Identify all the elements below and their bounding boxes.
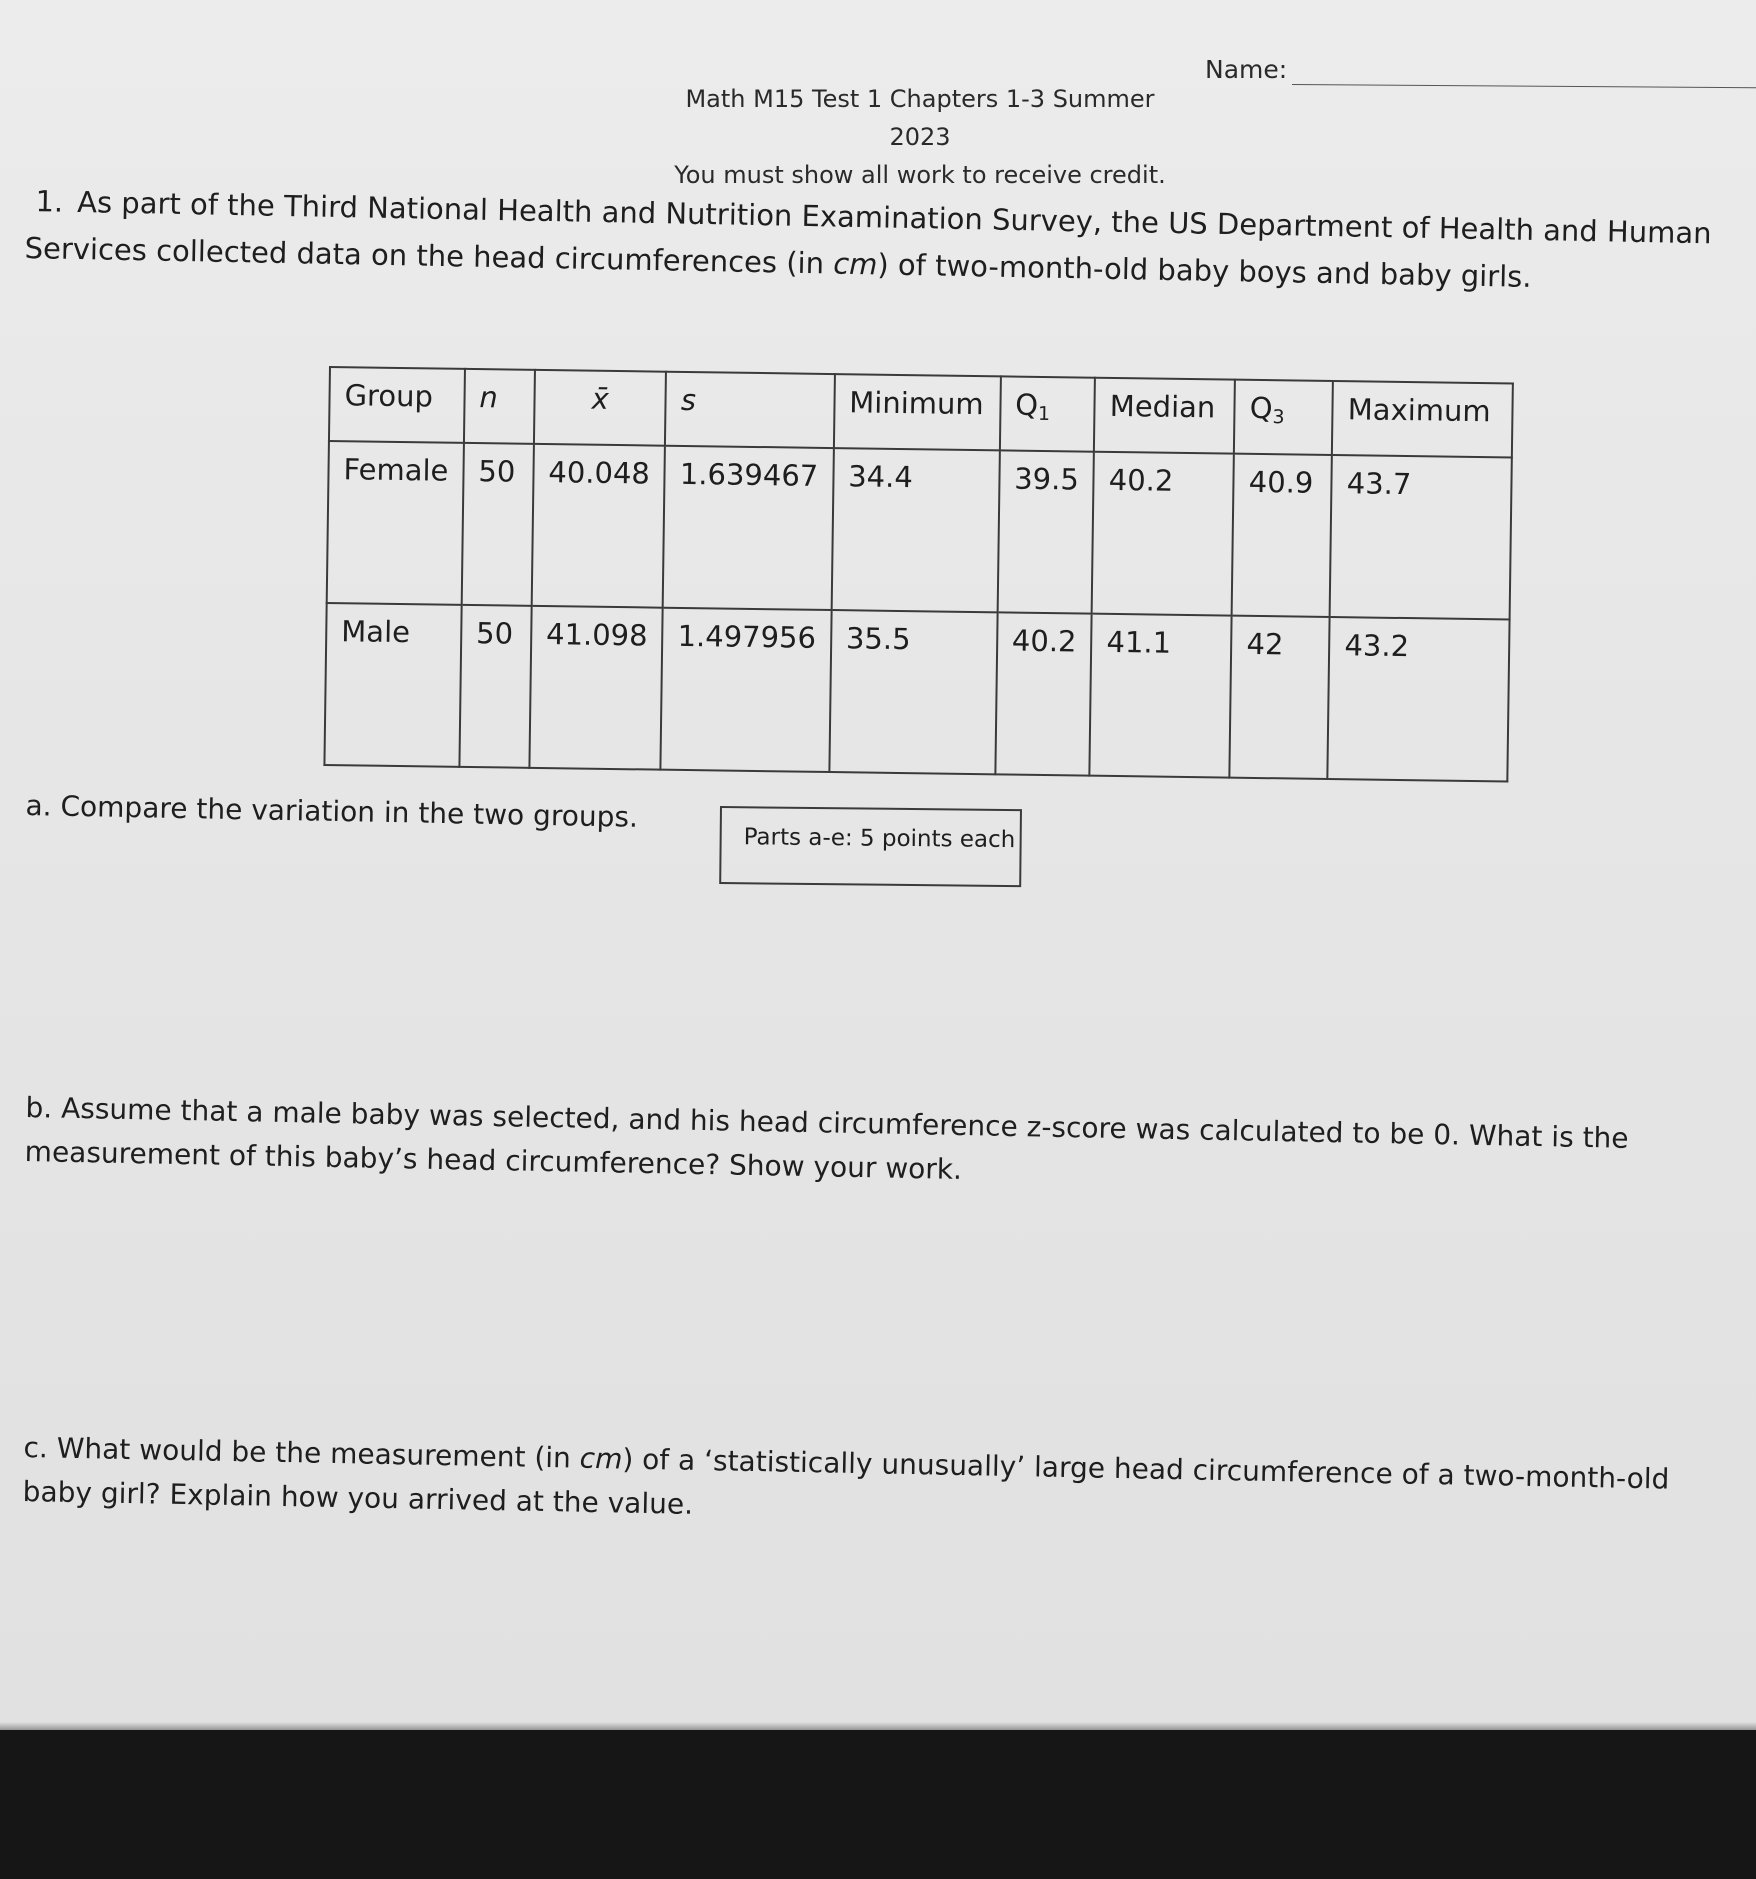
header-q3 xyxy=(1234,380,1333,455)
header-maximum: Maximum xyxy=(1332,381,1513,458)
cell-n: 50 xyxy=(459,605,531,768)
header-instruction: You must show all work to receive credit. xyxy=(674,161,1166,189)
points-note-box xyxy=(719,806,1022,887)
cell-maximum: 43.2 xyxy=(1328,617,1510,781)
cell-maximum: 43.7 xyxy=(1330,455,1512,619)
table-row-male xyxy=(324,603,1509,782)
header-std-dev: s xyxy=(665,372,834,448)
summary-table-wrapper xyxy=(323,366,1514,783)
header-median: Median xyxy=(1094,378,1235,454)
header-n: n xyxy=(464,369,535,444)
cell-minimum: 35.5 xyxy=(829,610,997,774)
cell-group: Male xyxy=(324,603,461,767)
part-c-text-part1: c. What would be the measurement (in xyxy=(23,1430,581,1475)
cell-std-dev: 1.497956 xyxy=(661,608,832,772)
question-number: 1. xyxy=(35,184,64,219)
cell-q3: 42 xyxy=(1230,616,1330,779)
test-header xyxy=(660,80,1180,194)
question-text-part1: As part of the Third National Health and Nutrition Examination Survey, the US Department of Health and Human Services collected data on the head circumferences (in xyxy=(24,184,1712,281)
table-row-female xyxy=(327,441,1512,620)
cell-q1: 39.5 xyxy=(997,450,1094,613)
part-c-text-part2: ) of a ‘statistically unusually’ large head circumference of a two-month-old baby girl? Explain how you arrived at the value. xyxy=(22,1442,1670,1521)
header-minimum: Minimum xyxy=(834,374,1001,450)
question-1 xyxy=(24,178,1745,305)
header-q3-subscript: 3 xyxy=(1272,406,1285,429)
header-q1 xyxy=(1000,376,1096,451)
points-note: Parts a-e: 5 points each xyxy=(743,824,1016,854)
part-c-unit: cm xyxy=(579,1441,623,1476)
cell-minimum: 34.4 xyxy=(831,448,999,612)
cell-n: 50 xyxy=(462,443,534,606)
name-blank-line xyxy=(1292,84,1756,88)
cell-mean: 40.048 xyxy=(532,444,666,608)
part-c-question xyxy=(22,1426,1743,1547)
header-q3-letter: Q xyxy=(1249,390,1273,426)
question-text-part2: ) of two-month-old baby boys and baby girls. xyxy=(877,247,1532,294)
part-a-question: a. Compare the variation in the two groups. xyxy=(25,788,639,834)
monitor-bezel xyxy=(0,1730,1756,1879)
cell-group: Female xyxy=(327,441,464,605)
header-group: Group xyxy=(329,367,465,443)
cell-q3: 40.9 xyxy=(1232,454,1332,617)
summary-statistics-table xyxy=(323,366,1514,783)
cell-std-dev: 1.639467 xyxy=(663,446,834,610)
cell-median: 40.2 xyxy=(1092,452,1234,616)
header-mean: x̄ xyxy=(534,370,667,446)
cell-median: 41.1 xyxy=(1090,614,1232,778)
question-unit: cm xyxy=(832,246,878,282)
part-b-question: b. Assume that a male baby was selected, and his head circumference z-score was calculated to be 0. What is the measurement of this baby’s head circumference? Show your work. xyxy=(24,1090,1629,1186)
header-q1-letter: Q xyxy=(1015,387,1039,422)
name-label: Name: xyxy=(1205,55,1288,84)
cell-mean: 41.098 xyxy=(529,606,663,770)
header-q1-subscript: 1 xyxy=(1037,402,1051,426)
header-title: Math M15 Test 1 Chapters 1-3 Summer 2023 xyxy=(685,85,1155,151)
cell-q1: 40.2 xyxy=(995,612,1092,775)
